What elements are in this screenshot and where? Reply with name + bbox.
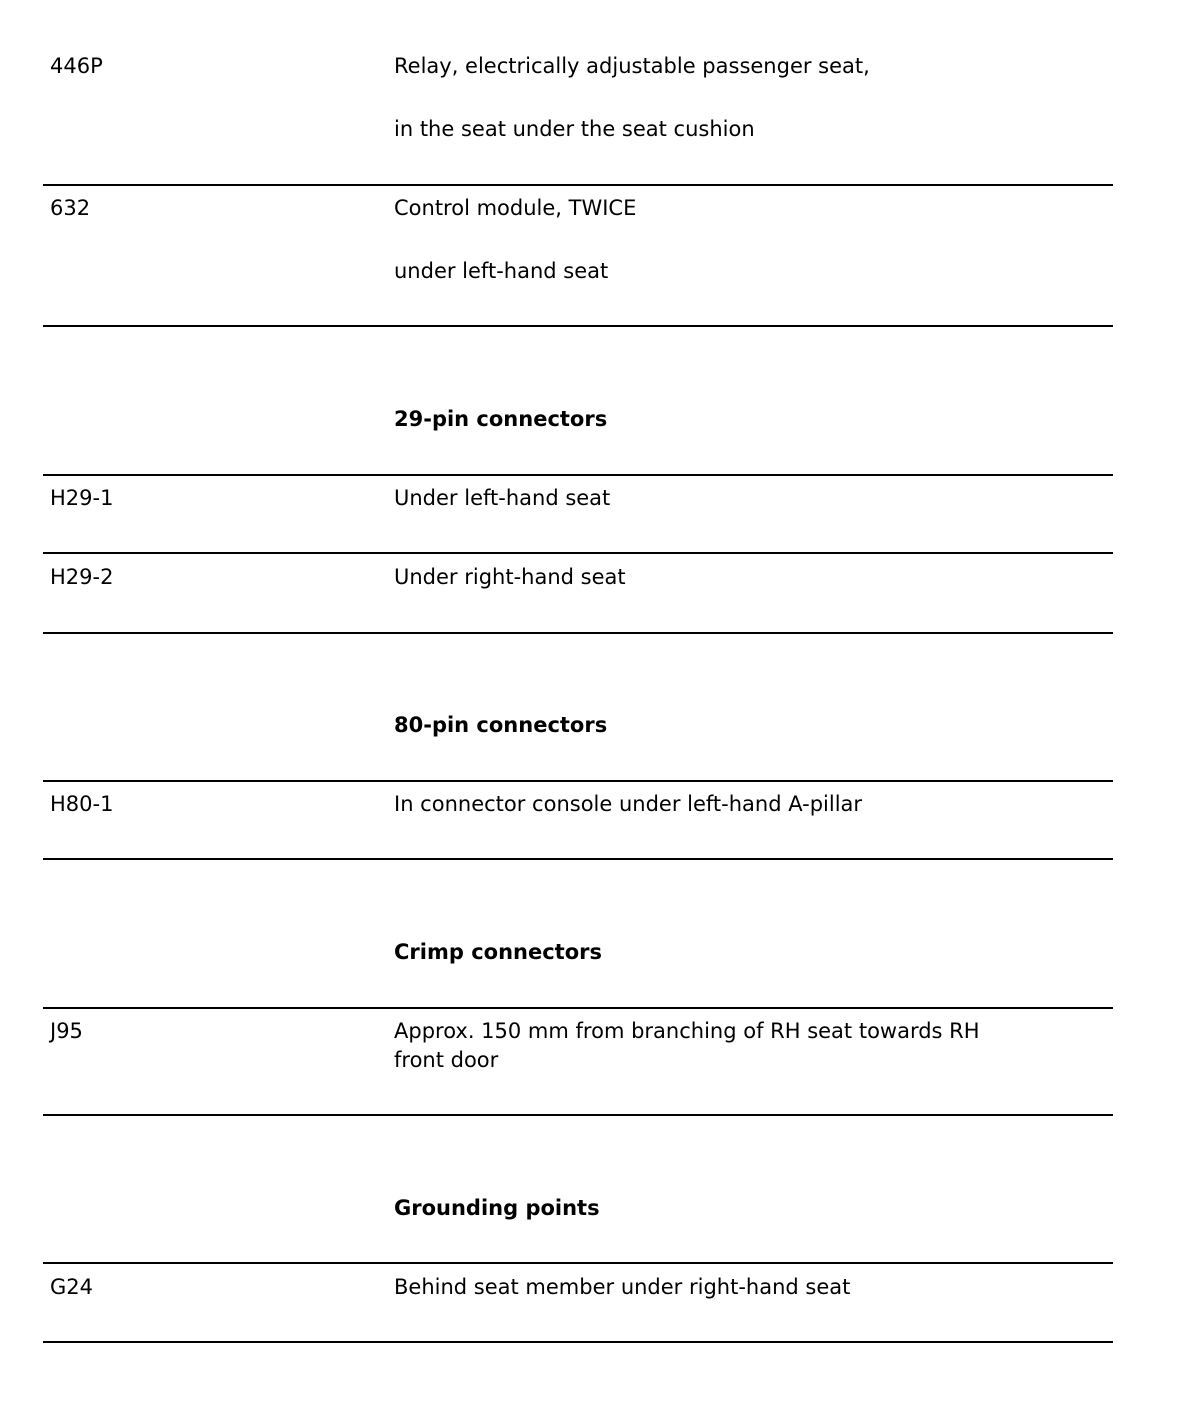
row-divider — [43, 552, 1113, 554]
section-heading: Crimp connectors — [394, 940, 602, 964]
connector-location: In connector console under left-hand A-pillar — [394, 792, 863, 816]
row-divider — [43, 1341, 1113, 1343]
row-divider — [43, 632, 1113, 634]
ground-point-code: G24 — [50, 1275, 93, 1299]
section-heading: 80-pin connectors — [394, 713, 608, 737]
component-description-line1: Relay, electrically adjustable passenger seat, — [394, 54, 870, 78]
component-code: 446P — [50, 54, 103, 78]
section-heading: 29-pin connectors — [394, 407, 608, 431]
connector-location: Under right-hand seat — [394, 565, 626, 589]
row-divider — [43, 858, 1113, 860]
row-divider — [43, 1262, 1113, 1264]
row-divider — [43, 474, 1113, 476]
connector-location: Under left-hand seat — [394, 486, 611, 510]
row-divider — [43, 1007, 1113, 1009]
ground-point-location: Behind seat member under right-hand seat — [394, 1275, 851, 1299]
connector-code: H29-2 — [50, 565, 114, 589]
row-divider — [43, 184, 1113, 186]
component-code: 632 — [50, 196, 91, 220]
connector-location-line1: Approx. 150 mm from branching of RH seat towards RH — [394, 1019, 980, 1043]
component-description-line1: Control module, TWICE — [394, 196, 637, 220]
connector-code: J95 — [50, 1019, 83, 1043]
section-heading: Grounding points — [394, 1196, 600, 1220]
component-description-line2: in the seat under the seat cushion — [394, 117, 755, 141]
connector-code: H29-1 — [50, 486, 114, 510]
component-description-line2: under left-hand seat — [394, 259, 609, 283]
row-divider — [43, 780, 1113, 782]
row-divider — [43, 1114, 1113, 1116]
row-divider — [43, 325, 1113, 327]
connector-code: H80-1 — [50, 792, 114, 816]
connector-location-line2: front door — [394, 1048, 499, 1072]
